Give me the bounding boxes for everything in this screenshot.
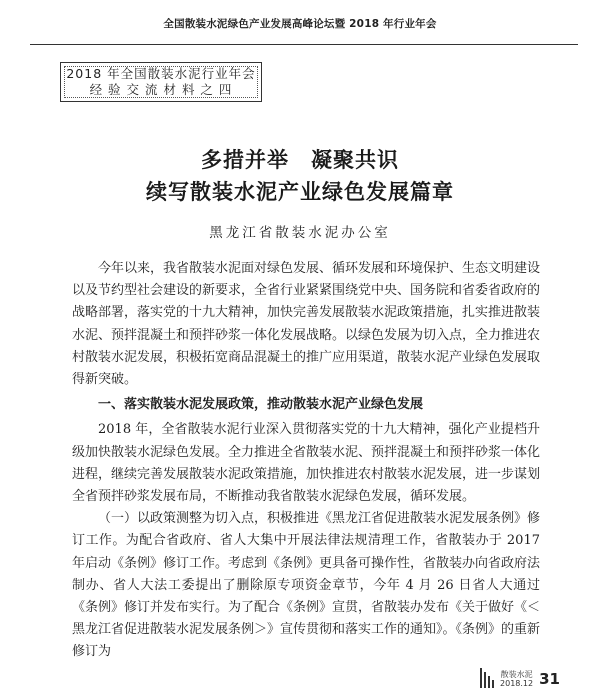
article-title-line2: 续写散装水泥产业绿色发展篇章	[146, 179, 454, 204]
series-label-inner	[64, 66, 258, 98]
series-label-line2: 经 验 交 流 材 料 之 四	[89, 82, 233, 97]
journal-issue: 2018.12	[500, 679, 534, 688]
page-number: 31	[539, 670, 560, 688]
section-heading-1: 一、落实散装水泥发展政策，推动散装水泥产业绿色发展	[98, 397, 424, 413]
article-body	[72, 258, 540, 664]
journal-info	[500, 670, 533, 688]
page-footer	[480, 668, 560, 688]
series-label-line1: 2018 年全国散装水泥行业年会	[66, 66, 256, 81]
article-title-line1: 多措并举 凝聚共识	[201, 147, 399, 172]
article-author: 黑龙江省散装水泥办公室	[209, 225, 391, 241]
journal-name: 散装水泥	[500, 670, 533, 679]
header-divider	[30, 44, 578, 45]
barcode-icon	[480, 668, 494, 688]
paragraph-intro: 今年以来，我省散装水泥面对绿色发展、循环发展和环境保护、生态文明建设以及节约型社会建设的新要求，全省行业紧紧围绕党中央、国务院和省委省政府的战略部署，落实党的十九大精神，加快完善发展散装水泥政策措施，扎实推进散装水泥、预拌混凝土和预拌砂浆一体化发展战略。以绿色发展为切入点，全力推进农村散装水泥发展，积极拓宽商品混凝土的推广应用渠道，散装水泥产业绿色发展取得新突破。	[72, 261, 541, 388]
paragraph-2018: 2018 年，全省散装水泥行业深入贯彻落实党的十九大精神，强化产业提档升级加快散装水泥绿色发展。全力推进全省散装水泥、预拌混凝土和预拌砂浆一体化进程，继续完善发展散装水泥政策措施，加快推进农村散装水泥发展，进一步谋划全省预拌砂浆发展布局，不断推动我省散装水泥绿色发展，循环发展。	[72, 422, 541, 505]
running-header: 全国散装水泥绿色产业发展高峰论坛暨 2018 年行业年会	[163, 18, 437, 30]
series-label-box	[60, 62, 262, 102]
paragraph-regulation: （一）以政策测整为切入点，积极推进《黑龙江省促进散装水泥发展条例》修订工作。为配合省政府、省人大集中开展法律法规清理工作，省散装办于 2017 年启动《条例》修订工作。考虑到《条例》更具备可操作性，省散装办向省政府法制办、省人大法工委提出了删除原专项资金章节，今年 4 月 26 日省人大通过《条例》修订并发布实行。为了配合《条例》宣贯，省散装办发布《关于做好《＜黑龙江省促进散装水泥发展条例＞》宣传贯彻和落实工作的通知》。《条例》的重新修订为	[72, 511, 541, 660]
